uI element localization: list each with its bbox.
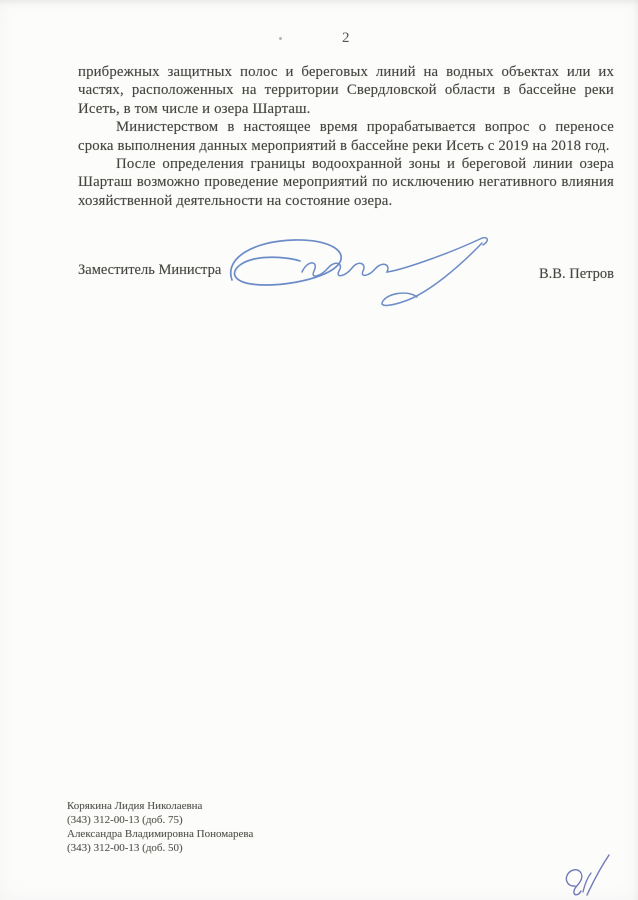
paragraph: прибрежных защитных полос и береговых линий на водных объектах или их частях, расположенных на территории Свердловской области в бассейне реки Исеть, в том числе и озера Шарташ. (78, 64, 614, 117)
page-number: 2 (342, 30, 350, 46)
scan-artifact-top-edge (0, 0, 638, 9)
paragraph: Министерством в настоящее время прорабатывается вопрос о переносе срока выполнения данных мероприятий в бассейне реки Исеть с 2019 на 2018 год. (78, 119, 614, 154)
contact-phone: (343) 312-00-13 (доб. 50) (67, 842, 183, 854)
contact-info (67, 799, 253, 855)
contact-phone: (343) 312-00-13 (доб. 75) (67, 814, 183, 826)
signer-name: В.В. Петров (539, 266, 614, 282)
letter-body (78, 63, 614, 210)
scan-artifact-right-edge (633, 0, 638, 900)
paragraph: После определения границы водоохранной зоны и береговой линии озера Шарташ возможно проведение мероприятий по исключению негативного влияния хозяйственной деятельности на состояние озера. (78, 156, 614, 209)
contact-name: Александра Владимировна Пономарева (67, 828, 254, 840)
contact-name: Корякина Лидия Николаевна (67, 800, 203, 812)
signer-title: Заместитель Министра (78, 262, 222, 278)
paraph-mark-ink (552, 848, 616, 900)
